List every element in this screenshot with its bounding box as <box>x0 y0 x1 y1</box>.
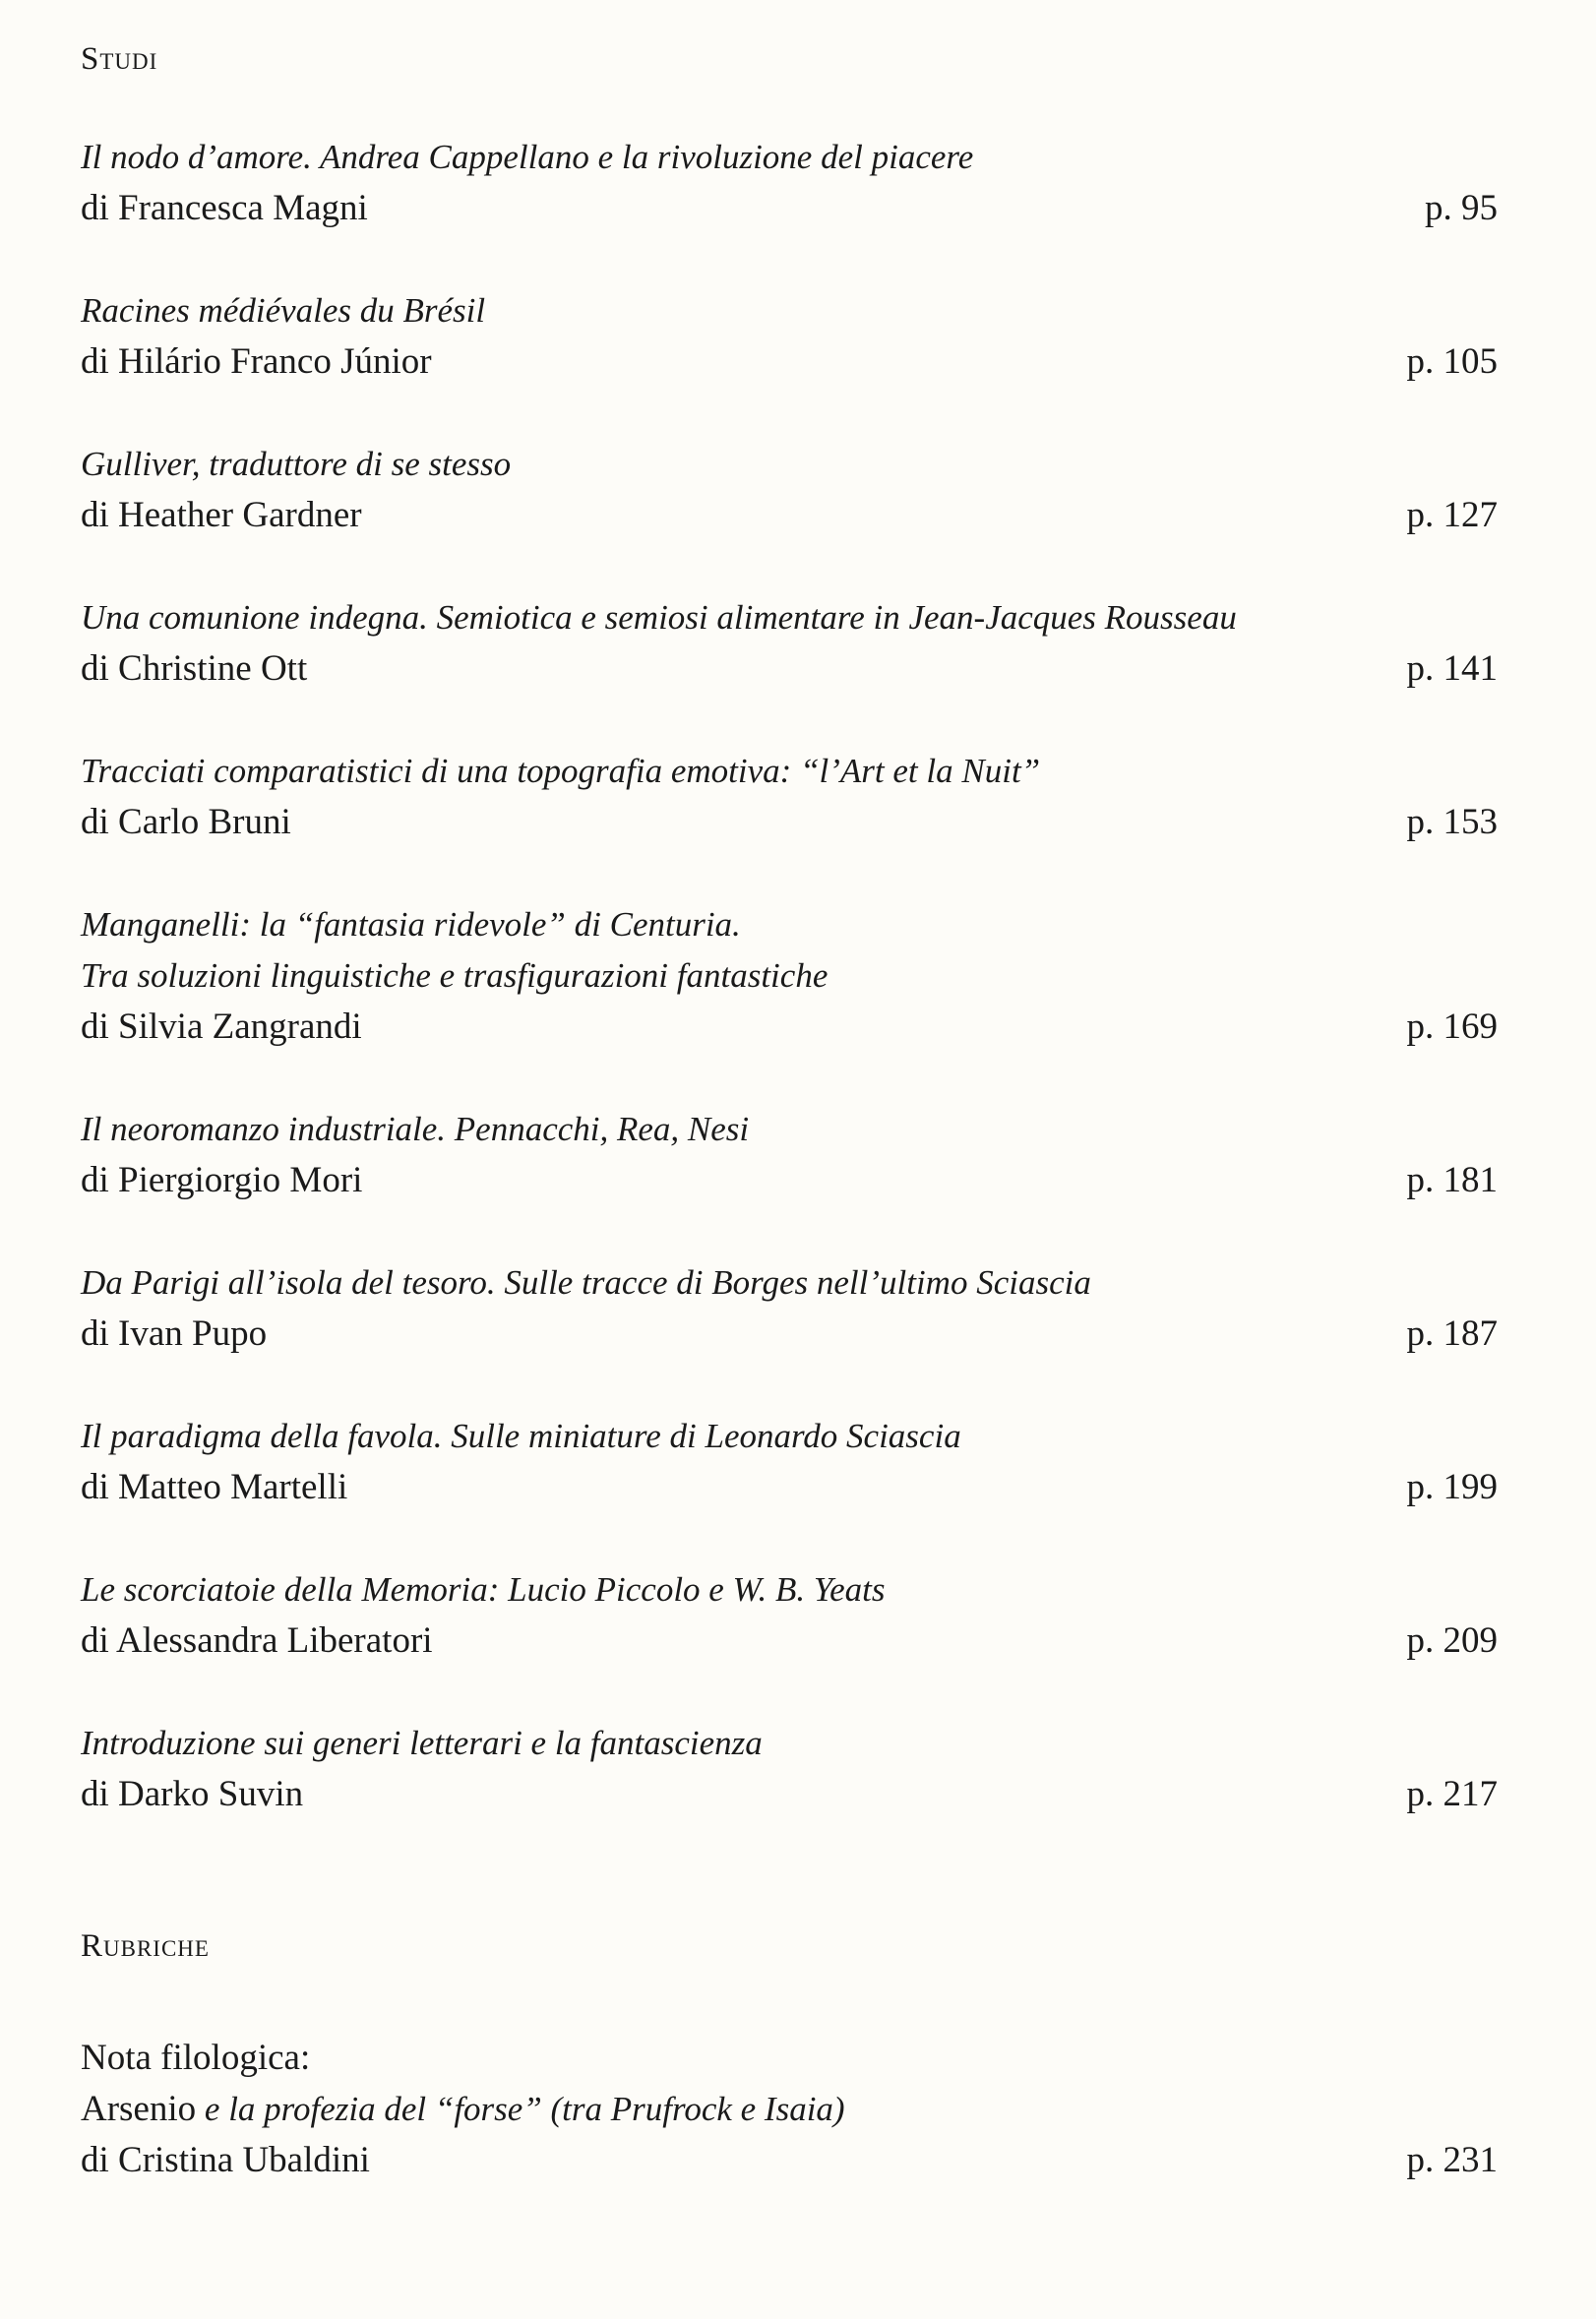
toc-entry <box>81 1257 1498 1360</box>
page-number: p. 169 <box>1406 1007 1498 1047</box>
section-heading-studi: Studi <box>81 41 158 77</box>
toc-entry <box>81 899 1498 1053</box>
article-author: di Darko Suvin <box>81 1774 304 1814</box>
toc-entry <box>81 132 1498 234</box>
page-number: p. 141 <box>1406 648 1498 689</box>
rubrica-label: Nota filologica: <box>81 2038 311 2078</box>
article-title: Racines médiévales du Brésil <box>81 291 486 330</box>
article-subtitle: Tra soluzioni linguistiche e trasfigurazioni fantastiche <box>81 956 829 995</box>
page-number: p. 199 <box>1406 1467 1498 1507</box>
page-number: p. 153 <box>1406 802 1498 842</box>
article-title: Le scorciatoie della Memoria: Lucio Piccolo e W. B. Yeats <box>81 1570 886 1609</box>
rubrica-title-italic: e la profezia del “forse” (tra Prufrock e Isaia) <box>196 2090 845 2128</box>
section-heading-rubriche: Rubriche <box>81 1928 210 1964</box>
article-title: Da Parigi all’isola del tesoro. Sulle tracce di Borges nell’ultimo Sciascia <box>81 1263 1091 1302</box>
toc-entry <box>81 1411 1498 1513</box>
page-number: p. 105 <box>1406 341 1498 382</box>
article-title: Introduzione sui generi letterari e la fantascienza <box>81 1724 763 1762</box>
toc-entry <box>81 1564 1498 1667</box>
toc-entry <box>81 1718 1498 1820</box>
article-author: di Piergiorgio Mori <box>81 1160 363 1200</box>
article-author: di Silvia Zangrandi <box>81 1007 362 1047</box>
article-author: di Francesca Magni <box>81 188 368 228</box>
toc-entry <box>81 439 1498 541</box>
page-number: p. 231 <box>1406 2140 1498 2180</box>
page-number: p. 127 <box>1406 495 1498 535</box>
article-author: di Christine Ott <box>81 648 308 689</box>
toc-entry <box>81 285 1498 388</box>
rubrica-title <box>81 2084 1498 2135</box>
article-author: di Hilário Franco Júnior <box>81 341 432 382</box>
article-author: di Heather Gardner <box>81 495 362 535</box>
page-number: p. 181 <box>1406 1160 1498 1200</box>
article-author: di Matteo Martelli <box>81 1467 348 1507</box>
article-title: Gulliver, traduttore di se stesso <box>81 445 512 483</box>
page-number: p. 217 <box>1406 1774 1498 1814</box>
rubrica-title-roman: Arsenio <box>81 2089 197 2129</box>
page-number: p. 95 <box>1425 188 1498 228</box>
rubrica-author: di Cristina Ubaldini <box>81 2140 370 2180</box>
rubrica-entry <box>81 2033 1498 2186</box>
toc-entry <box>81 592 1498 695</box>
toc-entry <box>81 746 1498 848</box>
page-number: p. 209 <box>1406 1620 1498 1661</box>
toc-entry <box>81 1104 1498 1206</box>
article-title: Tracciati comparatistici di una topografia emotiva: “l’Art et la Nuit” <box>81 752 1041 790</box>
article-title: Il neoromanzo industriale. Pennacchi, Rea, Nesi <box>81 1110 750 1148</box>
article-author: di Ivan Pupo <box>81 1313 268 1354</box>
article-title: Manganelli: la “fantasia ridevole” di Centuria. <box>81 905 741 944</box>
article-title: Il nodo d’amore. Andrea Cappellano e la rivoluzione del piacere <box>81 138 974 176</box>
page-number: p. 187 <box>1406 1313 1498 1354</box>
article-title: Una comunione indegna. Semiotica e semiosi alimentare in Jean-Jacques Rousseau <box>81 598 1237 637</box>
article-author: di Alessandra Liberatori <box>81 1620 433 1661</box>
article-title: Il paradigma della favola. Sulle miniature di Leonardo Sciascia <box>81 1417 961 1455</box>
article-author: di Carlo Bruni <box>81 802 291 842</box>
